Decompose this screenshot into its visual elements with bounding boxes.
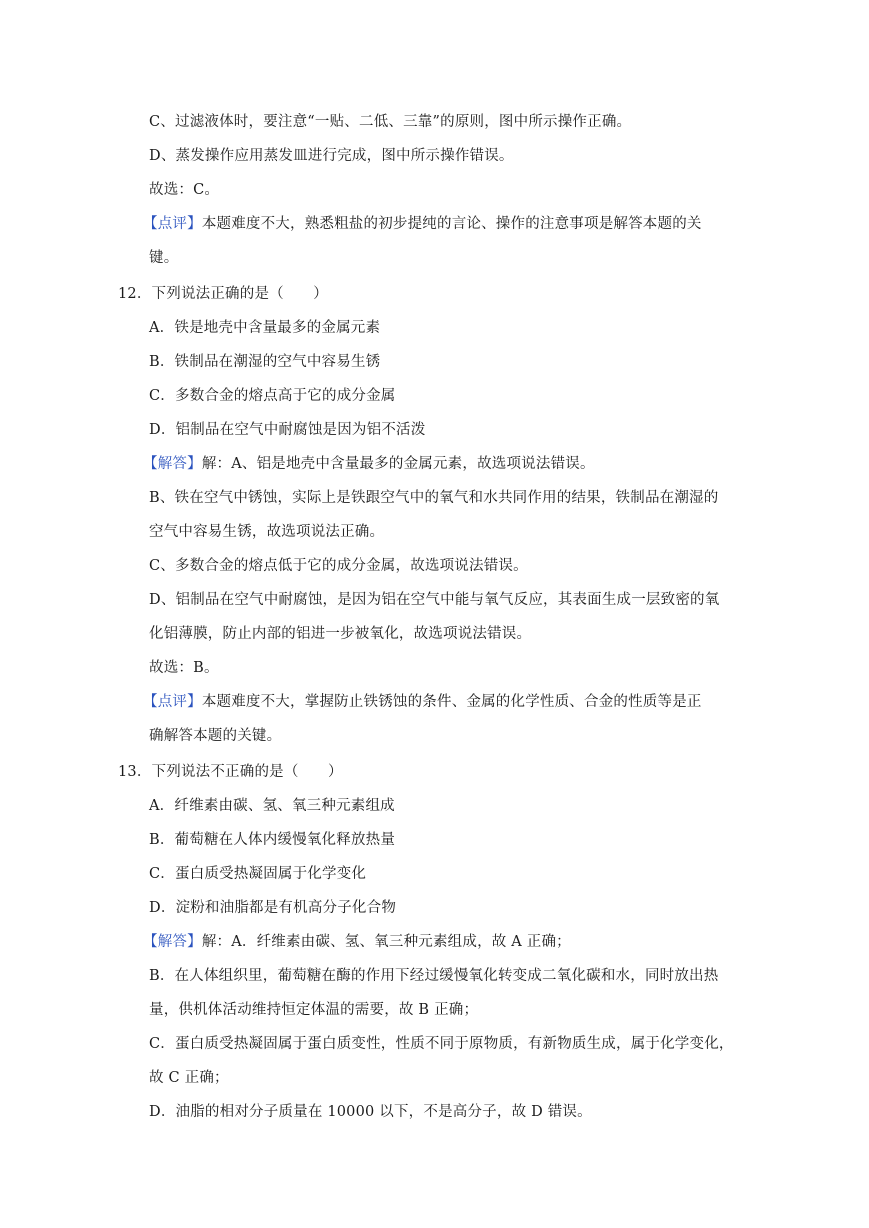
q13-answer-c-cont: 故 C 正确； [149, 1070, 229, 1086]
q12-answer-b-cont: 空气中容易生锈，故选项说法正确。 [149, 524, 385, 540]
q13-answer-d: D．油脂的相对分子质量在 10000 以下，不是高分子，故 D 错误。 [149, 1104, 592, 1120]
prev-line-d: D、蒸发操作应用蒸发皿进行完成，图中所示操作错误。 [149, 148, 514, 164]
q12-option-d: D．铝制品在空气中耐腐蚀是因为铝不活泼 [149, 422, 426, 438]
q12-comment-cont: 确解答本题的关键。 [149, 728, 282, 744]
comment-tag: 【点评】 [143, 216, 202, 232]
q13-stem: 13．下列说法不正确的是（ ） [118, 764, 343, 780]
prev-line-c: C、过滤液体时，要注意“一贴、二低、三靠”的原则，图中所示操作正确。 [149, 114, 632, 130]
q13-option-d: D．淀粉和油脂都是有机高分子化合物 [149, 900, 397, 916]
comment-tag: 【点评】 [143, 694, 202, 710]
q13-option-c: C．蛋白质受热凝固属于化学变化 [149, 866, 367, 882]
answer-text: 解：A．纤维素由碳、氢、氧三种元素组成，故 A 正确； [201, 934, 571, 950]
q13-option-b: B．葡萄糖在人体内缓慢氧化释放热量 [149, 832, 396, 848]
q13-answer [143, 932, 571, 952]
q12-comment [143, 692, 702, 712]
q12-answer-choice: 故选：B。 [149, 660, 219, 676]
q13-answer-b: B．在人体组织里，葡萄糖在酶的作用下经过缓慢氧化转变成二氧化碳和水，同时放出热 [149, 968, 719, 984]
prev-answer-choice: 故选：C。 [149, 182, 220, 198]
q12-option-b: B．铁制品在潮湿的空气中容易生锈 [149, 354, 381, 370]
prev-comment-cont: 键。 [149, 250, 179, 266]
q12-option-c: C．多数合金的熔点高于它的成分金属 [149, 388, 396, 404]
comment-text: 本题难度不大，熟悉粗盐的初步提纯的言论、操作的注意事项是解答本题的关 [201, 216, 702, 232]
q12-answer-d: D、铝制品在空气中耐腐蚀，是因为铝在空气中能与氧气反应，其表面生成一层致密的氧 [149, 592, 720, 608]
answer-text: 解：A、铝是地壳中含量最多的金属元素，故选项说法错误。 [201, 456, 595, 472]
comment-text: 本题难度不大，掌握防止铁锈蚀的条件、金属的化学性质、合金的性质等是正 [201, 694, 702, 710]
q13-option-a: A．纤维素由碳、氢、氧三种元素组成 [149, 798, 395, 814]
q12-option-a: A．铁是地壳中含量最多的金属元素 [149, 320, 381, 336]
q12-answer-c: C、多数合金的熔点低于它的成分金属，故选项说法错误。 [149, 558, 528, 574]
prev-comment [143, 214, 702, 234]
answer-tag: 【解答】 [143, 934, 202, 950]
q12-answer [143, 454, 595, 474]
q12-answer-b: B、铁在空气中锈蚀，实际上是铁跟空气中的氧气和水共同作用的结果，铁制品在潮湿的 [149, 490, 719, 506]
answer-tag: 【解答】 [143, 456, 202, 472]
q12-answer-d-cont: 化铝薄膜，防止内部的铝进一步被氧化，故选项说法错误。 [149, 626, 532, 642]
q13-answer-b-cont: 量，供机体活动维持恒定体温的需要，故 B 正确； [149, 1002, 479, 1018]
q12-stem: 12．下列说法正确的是（ ） [118, 286, 328, 302]
q13-answer-c: C．蛋白质受热凝固属于蛋白质变性，性质不同于原物质，有新物质生成，属于化学变化， [149, 1036, 734, 1052]
